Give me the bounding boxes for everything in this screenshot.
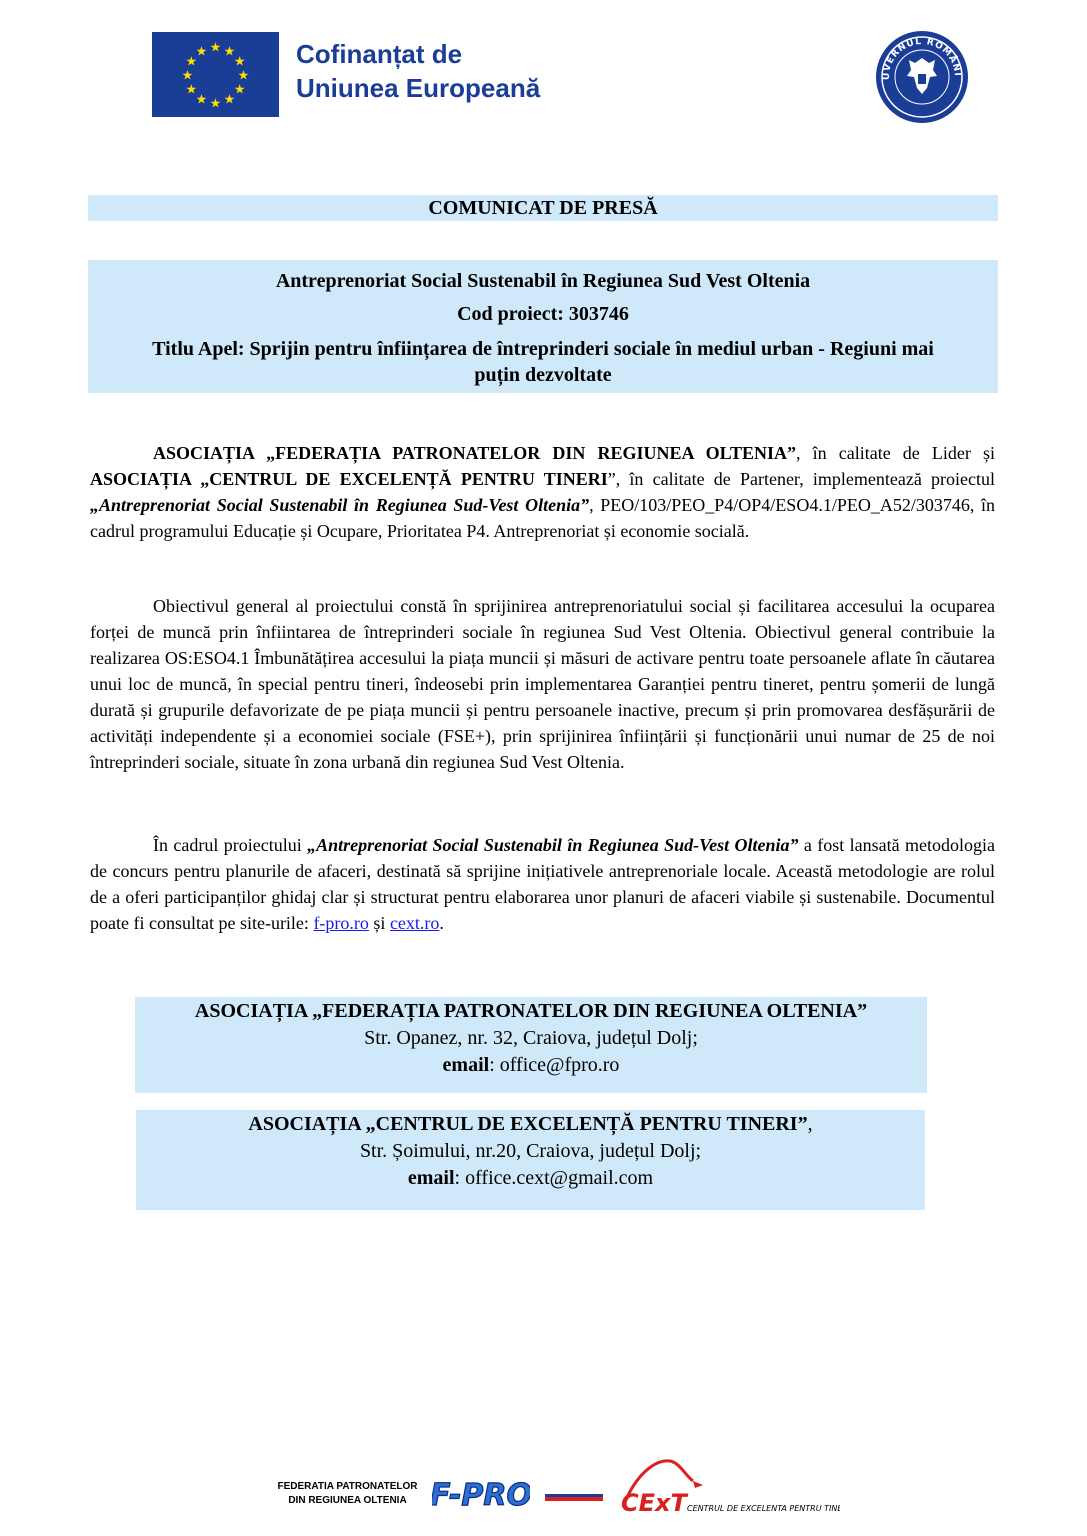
contact-org: ASOCIAȚIA „FEDERAȚIA PATRONATELOR DIN REGIUNEA OLTENIA” xyxy=(194,1000,868,1022)
text-span: În cadrul proiectului xyxy=(153,835,308,855)
paragraph-objective: Obiectivul general al proiectului constă în sprijinirea antreprenoriatului social și facilitarea accesului la ocuparea forței de muncă prin înfiintarea de întreprinderi sociale în regiunea Sud Vest Oltenia. Obiectivul general contribuie la realizarea OS:ESO4.1 Îmbunătățirea accesului la piața muncii și măsuri de activare pentru toate persoanele aflate în căutarea unui loc de muncă, în special pentru tineri, îndeosebi prin implementarea Garanției pentru tineret, pentru șomerii de lungă durată și grupurile defavorizate de pe piața muncii și pentru persoanele inactive, precum și prin promovarea desfășurării de activități independente și a economiei sociale (FSE+), prin sprijinirea înființării și funcționării unui numar de 25 de noi întreprinderi sociale, situate în zona urbană din regiunea Sud Vest Oltenia. xyxy=(90,596,995,772)
paragraph-methodology xyxy=(90,832,995,936)
contact-email-row xyxy=(135,1052,927,1079)
eu-star-icon: ★ xyxy=(195,92,208,108)
email-label: email xyxy=(407,1167,455,1189)
lead-org: ASOCIAȚIA „FEDERAȚIA PATRONATELOR DIN REGIUNEA OLTENIA” xyxy=(153,443,797,463)
cext-tagline: CENTRUL DE EXCELENTA PENTRU TINERI xyxy=(687,1504,840,1513)
text-span: ”, în calitate de Partener, implementează proiectul xyxy=(607,469,996,489)
call-title-line-2: puțin dezvoltate xyxy=(474,364,612,386)
eu-star-icon: ★ xyxy=(223,44,236,60)
eu-line-1: Cofinanțat de xyxy=(296,39,463,69)
eu-star-icon: ★ xyxy=(185,82,198,98)
cext-logo-icon xyxy=(615,1455,840,1519)
eu-star-icon: ★ xyxy=(181,68,194,84)
fpro-name-line-2: DIN REGIUNEA OLTENIA xyxy=(288,1495,407,1506)
contact-address: Str. Opanez, nr. 32, Craiova, județul Dolj; xyxy=(364,1027,698,1049)
fpro-name xyxy=(265,1480,430,1508)
email-label: email xyxy=(442,1054,490,1076)
eu-flag-icon xyxy=(152,32,279,117)
eu-star-icon: ★ xyxy=(233,54,246,70)
paragraph-partners xyxy=(90,440,995,544)
contact-email-row xyxy=(136,1165,925,1192)
eu-star-icon: ★ xyxy=(223,92,236,108)
contact-org: ASOCIAȚIA „CENTRUL DE EXCELENȚĂ PENTRU TINERI” xyxy=(248,1113,808,1135)
contact-box-fpro xyxy=(135,997,927,1093)
contact-email: : office.cext@gmail.com xyxy=(454,1167,654,1189)
text-span: a fost lansată metodologia de concurs pentru planurile de afaceri, destinată să sprijine inițiativele antreprenoriale locale. Această metodologie are rolul de a oferi participanților ghidaj clar și structurat pentru elaborarea unor planuri de afaceri viabile și sustenabile. Documentul poate fi consultat pe site-urile: xyxy=(90,835,995,933)
footer-separator xyxy=(545,1488,603,1495)
call-title-line-1: Titlu Apel: Sprijin pentru înființarea de întreprinderi sociale în mediul urban - Regiuni mai xyxy=(152,338,934,360)
press-release-title: COMUNICAT DE PRESĂ xyxy=(88,195,998,221)
eu-star-icon: ★ xyxy=(209,40,222,56)
fpro-logo-text: F-PRO xyxy=(432,1478,530,1513)
fpro-name-line-1: FEDERATIA PATRONATELOR xyxy=(277,1481,418,1492)
project-code: Cod proiect: 303746 xyxy=(457,303,629,325)
contact-box-cext xyxy=(136,1110,925,1210)
eu-star-icon: ★ xyxy=(209,96,222,112)
seal-text: UVERNUL ROMÂNI xyxy=(881,36,963,81)
contact-email: : office@fpro.ro xyxy=(489,1054,620,1076)
partner-org: ASOCIAȚIA „CENTRUL DE EXCELENȚĂ PENTRU TINERI xyxy=(90,469,608,489)
fpro-link[interactable]: f-pro.ro xyxy=(313,913,369,933)
text-span: și xyxy=(368,913,390,933)
eu-star-icon: ★ xyxy=(195,44,208,60)
cext-link[interactable]: cext.ro xyxy=(389,913,440,933)
eu-star-icon: ★ xyxy=(185,54,198,70)
project-title-italic: „Antreprenoriat Social Sustenabil în Regiunea Sud-Vest Oltenia” xyxy=(90,495,590,515)
eu-star-icon: ★ xyxy=(233,82,246,98)
fpro-logo-icon xyxy=(432,1469,530,1515)
project-title-italic: „Antreprenoriat Social Sustenabil în Regiunea Sud-Vest Oltenia” xyxy=(307,835,799,855)
eu-cofinancing-label xyxy=(296,37,540,105)
contact-org-tail: , xyxy=(807,1113,813,1135)
text-span: , PEO/103/PEO_P4/OP4/ESO4.1/PEO_A52/303746, în cadrul programului Educație și Ocupare, Prioritatea P4. Antreprenoriat și economie socială. xyxy=(90,495,995,541)
text-span: , în calitate de Lider și xyxy=(796,443,996,463)
eu-star-icon: ★ xyxy=(237,68,250,84)
text-span: . xyxy=(439,913,444,933)
project-info-box xyxy=(88,260,998,393)
eu-line-2: Uniunea Europeană xyxy=(296,73,541,103)
contact-address: Str. Șoimului, nr.20, Craiova, județul Dolj; xyxy=(359,1140,702,1162)
project-name: Antreprenoriat Social Sustenabil în Regiunea Sud Vest Oltenia xyxy=(275,270,811,292)
cext-logo-text: CExT xyxy=(621,1489,687,1517)
contact-org-row xyxy=(136,1110,925,1138)
government-of-romania-seal-icon xyxy=(875,30,969,124)
